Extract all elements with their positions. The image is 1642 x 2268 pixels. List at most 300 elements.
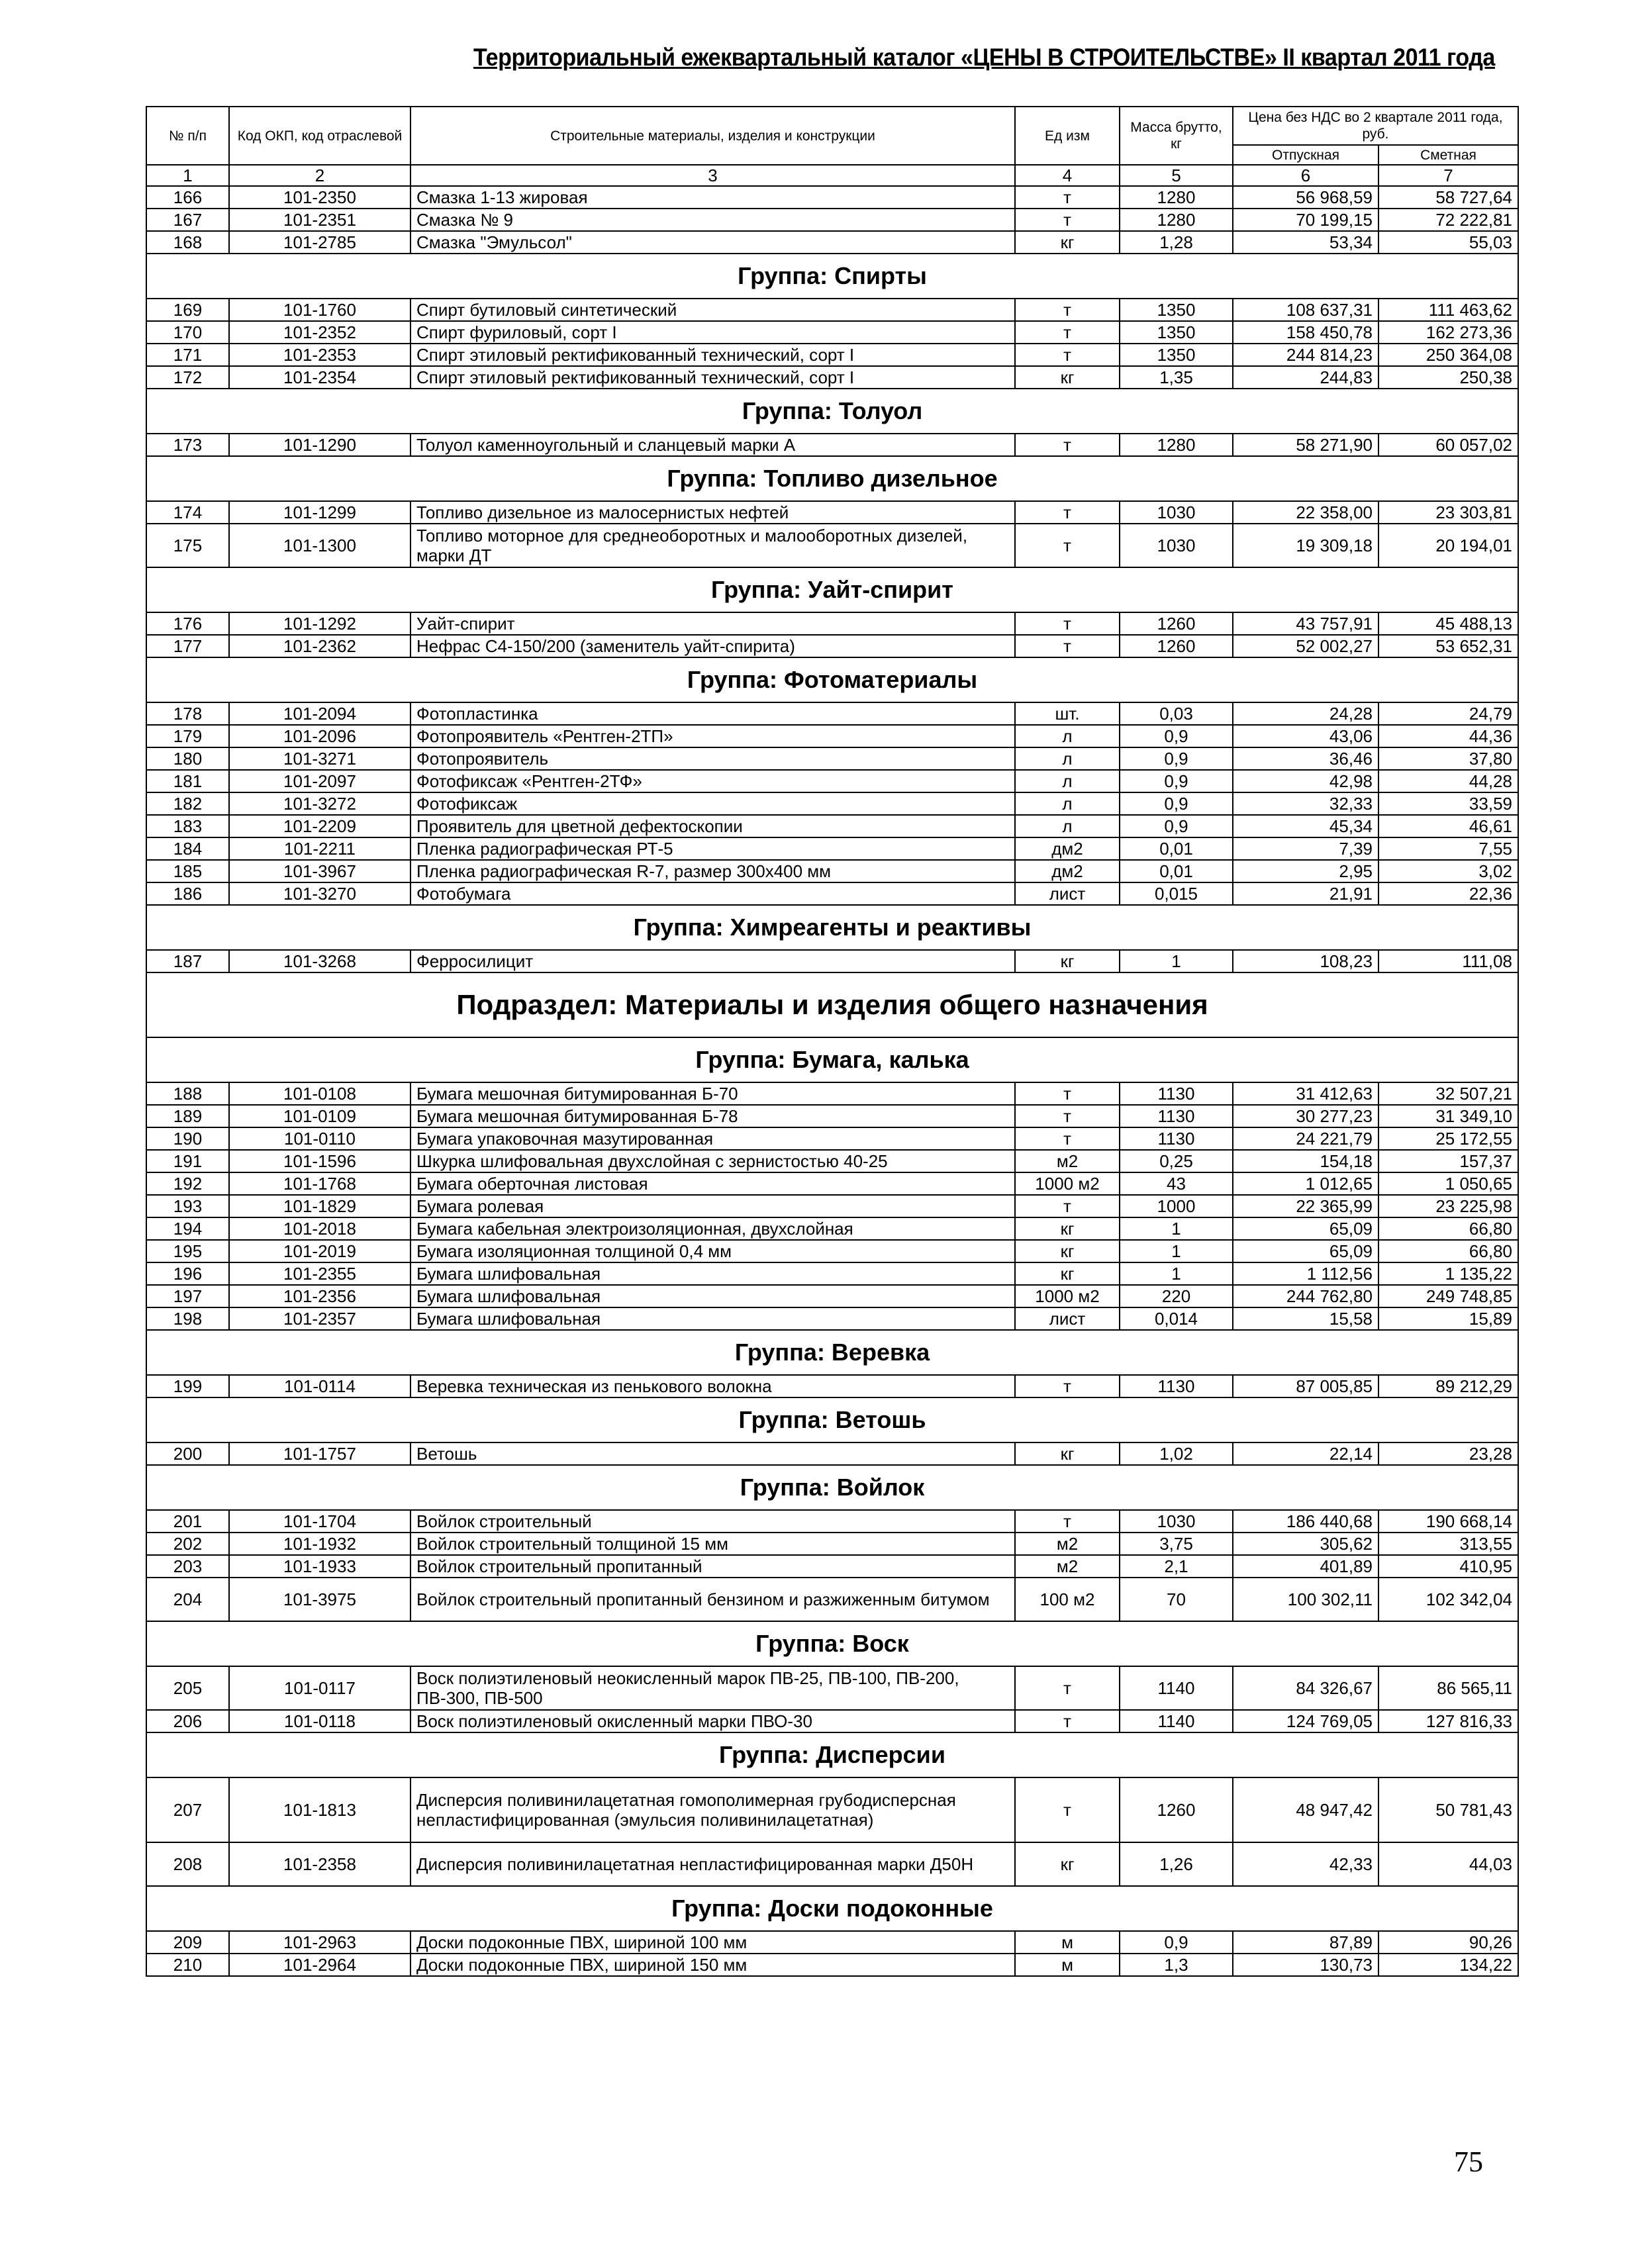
row-number: 174 <box>146 501 229 524</box>
okp-code: 101-2096 <box>229 725 410 747</box>
gross-mass: 1 <box>1120 1262 1233 1285</box>
gross-mass: 1,26 <box>1120 1842 1233 1886</box>
unit-of-measure: л <box>1015 747 1120 770</box>
okp-code: 101-2351 <box>229 209 410 231</box>
release-price: 53,34 <box>1233 231 1378 254</box>
unit-of-measure: м <box>1015 1954 1120 1976</box>
header-price-group: Цена без НДС во 2 квартале 2011 года, руб. <box>1233 107 1518 145</box>
material-name: Бумага упаковочная мазутированная <box>410 1127 1015 1150</box>
row-number: 172 <box>146 366 229 389</box>
column-number: 3 <box>410 165 1015 186</box>
material-name: Веревка техническая из пенькового волокна <box>410 1375 1015 1397</box>
gross-mass: 1280 <box>1120 186 1233 209</box>
row-number: 192 <box>146 1172 229 1195</box>
material-name: Ферросилицит <box>410 950 1015 972</box>
estimate-price: 102 342,04 <box>1378 1578 1518 1621</box>
release-price: 22 365,99 <box>1233 1195 1378 1217</box>
column-number: 7 <box>1378 165 1518 186</box>
estimate-price: 1 135,22 <box>1378 1262 1518 1285</box>
group-title: Группа: Спирты <box>146 254 1518 299</box>
okp-code: 101-2358 <box>229 1842 410 1886</box>
okp-code: 101-0109 <box>229 1105 410 1127</box>
gross-mass: 70 <box>1120 1578 1233 1621</box>
release-price: 42,98 <box>1233 770 1378 792</box>
okp-code: 101-2357 <box>229 1307 410 1330</box>
unit-of-measure: т <box>1015 1666 1120 1710</box>
gross-mass: 43 <box>1120 1172 1233 1195</box>
table-row <box>146 209 1518 231</box>
unit-of-measure: лист <box>1015 882 1120 905</box>
okp-code: 101-1813 <box>229 1777 410 1842</box>
row-number: 201 <box>146 1510 229 1533</box>
unit-of-measure: кг <box>1015 231 1120 254</box>
row-number: 205 <box>146 1666 229 1710</box>
release-price: 45,34 <box>1233 815 1378 837</box>
unit-of-measure: 1000 м2 <box>1015 1172 1120 1195</box>
gross-mass: 0,01 <box>1120 837 1233 860</box>
material-name: Бумага мешочная битумированная Б-70 <box>410 1082 1015 1105</box>
row-number: 173 <box>146 434 229 456</box>
unit-of-measure: т <box>1015 1082 1120 1105</box>
release-price: 70 199,15 <box>1233 209 1378 231</box>
material-name: Войлок строительный пропитанный бензином и разжиженным битумом <box>410 1578 1015 1621</box>
release-price: 43,06 <box>1233 725 1378 747</box>
gross-mass: 1350 <box>1120 299 1233 321</box>
group-title: Группа: Дисперсии <box>146 1732 1518 1777</box>
row-number: 179 <box>146 725 229 747</box>
estimate-price: 25 172,55 <box>1378 1127 1518 1150</box>
row-number: 167 <box>146 209 229 231</box>
header-name: Строительные материалы, изделия и конструкции <box>410 107 1015 165</box>
row-number: 177 <box>146 635 229 657</box>
release-price: 100 302,11 <box>1233 1578 1378 1621</box>
row-number: 186 <box>146 882 229 905</box>
material-name: Войлок строительный пропитанный <box>410 1555 1015 1578</box>
release-price: 43 757,91 <box>1233 612 1378 635</box>
release-price: 56 968,59 <box>1233 186 1378 209</box>
row-number: 168 <box>146 231 229 254</box>
table-row <box>146 1533 1518 1555</box>
gross-mass: 0,9 <box>1120 792 1233 815</box>
gross-mass: 0,9 <box>1120 815 1233 837</box>
estimate-price: 90,26 <box>1378 1931 1518 1954</box>
okp-code: 101-1933 <box>229 1555 410 1578</box>
row-number: 181 <box>146 770 229 792</box>
gross-mass: 0,01 <box>1120 860 1233 882</box>
okp-code: 101-1596 <box>229 1150 410 1172</box>
column-number: 2 <box>229 165 410 186</box>
release-price: 158 450,78 <box>1233 321 1378 344</box>
release-price: 24,28 <box>1233 702 1378 725</box>
gross-mass: 0,9 <box>1120 770 1233 792</box>
group-title: Группа: Топливо дизельное <box>146 456 1518 501</box>
unit-of-measure: т <box>1015 1510 1120 1533</box>
release-price: 24 221,79 <box>1233 1127 1378 1150</box>
release-price: 186 440,68 <box>1233 1510 1378 1533</box>
unit-of-measure: л <box>1015 725 1120 747</box>
okp-code: 101-2354 <box>229 366 410 389</box>
gross-mass: 0,9 <box>1120 747 1233 770</box>
okp-code: 101-3268 <box>229 950 410 972</box>
catalog-body <box>146 186 1518 1976</box>
release-price: 36,46 <box>1233 747 1378 770</box>
okp-code: 101-1704 <box>229 1510 410 1533</box>
table-row <box>146 1578 1518 1621</box>
estimate-price: 249 748,85 <box>1378 1285 1518 1307</box>
estimate-price: 250 364,08 <box>1378 344 1518 366</box>
row-number: 207 <box>146 1777 229 1842</box>
okp-code: 101-3271 <box>229 747 410 770</box>
okp-code: 101-2097 <box>229 770 410 792</box>
unit-of-measure: кг <box>1015 1842 1120 1886</box>
group-title: Группа: Химреагенты и реактивы <box>146 905 1518 950</box>
material-name: Ветошь <box>410 1442 1015 1465</box>
group-title: Группа: Уайт-спирит <box>146 567 1518 612</box>
release-price: 124 769,05 <box>1233 1710 1378 1732</box>
estimate-price: 157,37 <box>1378 1150 1518 1172</box>
material-name: Смазка "Эмульсол" <box>410 231 1015 254</box>
okp-code: 101-2353 <box>229 344 410 366</box>
material-name: Фотопластинка <box>410 702 1015 725</box>
unit-of-measure: т <box>1015 1710 1120 1732</box>
section-header-row <box>146 972 1518 1037</box>
estimate-price: 7,55 <box>1378 837 1518 860</box>
table-row <box>146 1442 1518 1465</box>
group-title: Группа: Ветошь <box>146 1397 1518 1442</box>
unit-of-measure: м <box>1015 1931 1120 1954</box>
group-header-row <box>146 1886 1518 1931</box>
table-row <box>146 366 1518 389</box>
estimate-price: 127 816,33 <box>1378 1710 1518 1732</box>
unit-of-measure: т <box>1015 612 1120 635</box>
gross-mass: 1 <box>1120 1217 1233 1240</box>
gross-mass: 0,9 <box>1120 1931 1233 1954</box>
gross-mass: 1 <box>1120 1240 1233 1262</box>
row-number: 200 <box>146 1442 229 1465</box>
table-row <box>146 1127 1518 1150</box>
release-price: 15,58 <box>1233 1307 1378 1330</box>
estimate-price: 32 507,21 <box>1378 1082 1518 1105</box>
estimate-price: 111 463,62 <box>1378 299 1518 321</box>
gross-mass: 2,1 <box>1120 1555 1233 1578</box>
material-name: Бумага изоляционная толщиной 0,4 мм <box>410 1240 1015 1262</box>
gross-mass: 1140 <box>1120 1710 1233 1732</box>
unit-of-measure: т <box>1015 434 1120 456</box>
estimate-price: 134,22 <box>1378 1954 1518 1976</box>
unit-of-measure: т <box>1015 344 1120 366</box>
unit-of-measure: т <box>1015 321 1120 344</box>
release-price: 244 762,80 <box>1233 1285 1378 1307</box>
table-row <box>146 1555 1518 1578</box>
row-number: 175 <box>146 524 229 567</box>
release-price: 65,09 <box>1233 1240 1378 1262</box>
group-title: Группа: Воск <box>146 1621 1518 1666</box>
material-name: Нефрас С4-150/200 (заменитель уайт-спирита) <box>410 635 1015 657</box>
group-header-row <box>146 456 1518 501</box>
estimate-price: 20 194,01 <box>1378 524 1518 567</box>
unit-of-measure: т <box>1015 186 1120 209</box>
unit-of-measure: т <box>1015 501 1120 524</box>
table-row <box>146 792 1518 815</box>
release-price: 22,14 <box>1233 1442 1378 1465</box>
table-row <box>146 1195 1518 1217</box>
row-number: 183 <box>146 815 229 837</box>
group-header-row <box>146 905 1518 950</box>
gross-mass: 1,02 <box>1120 1442 1233 1465</box>
estimate-price: 313,55 <box>1378 1533 1518 1555</box>
header-mass: Масса брутто, кг <box>1120 107 1233 165</box>
okp-code: 101-0118 <box>229 1710 410 1732</box>
release-price: 1 012,65 <box>1233 1172 1378 1195</box>
column-number: 4 <box>1015 165 1120 186</box>
release-price: 87,89 <box>1233 1931 1378 1954</box>
unit-of-measure: кг <box>1015 1262 1120 1285</box>
okp-code: 101-1932 <box>229 1533 410 1555</box>
column-number: 6 <box>1233 165 1378 186</box>
unit-of-measure: м2 <box>1015 1533 1120 1555</box>
okp-code: 101-1768 <box>229 1172 410 1195</box>
row-number: 180 <box>146 747 229 770</box>
release-price: 30 277,23 <box>1233 1105 1378 1127</box>
table-row <box>146 725 1518 747</box>
gross-mass: 1030 <box>1120 524 1233 567</box>
unit-of-measure: т <box>1015 1105 1120 1127</box>
unit-of-measure: л <box>1015 815 1120 837</box>
estimate-price: 3,02 <box>1378 860 1518 882</box>
table-row <box>146 524 1518 567</box>
group-title: Группа: Доски подоконные <box>146 1886 1518 1931</box>
material-name: Шкурка шлифовальная двухслойная с зернистостью 40-25 <box>410 1150 1015 1172</box>
table-row <box>146 1150 1518 1172</box>
table-row <box>146 231 1518 254</box>
unit-of-measure: 1000 м2 <box>1015 1285 1120 1307</box>
release-price: 108 637,31 <box>1233 299 1378 321</box>
okp-code: 101-2964 <box>229 1954 410 1976</box>
gross-mass: 220 <box>1120 1285 1233 1307</box>
gross-mass: 1000 <box>1120 1195 1233 1217</box>
unit-of-measure: кг <box>1015 366 1120 389</box>
group-header-row <box>146 1732 1518 1777</box>
material-name: Войлок строительный толщиной 15 мм <box>410 1533 1015 1555</box>
group-title: Группа: Бумага, калька <box>146 1037 1518 1082</box>
table-row <box>146 1217 1518 1240</box>
row-number: 199 <box>146 1375 229 1397</box>
row-number: 171 <box>146 344 229 366</box>
table-row <box>146 1666 1518 1710</box>
group-header-row <box>146 1037 1518 1082</box>
row-number: 176 <box>146 612 229 635</box>
estimate-price: 55,03 <box>1378 231 1518 254</box>
okp-code: 101-1760 <box>229 299 410 321</box>
unit-of-measure: кг <box>1015 1442 1120 1465</box>
gross-mass: 1130 <box>1120 1375 1233 1397</box>
column-number: 1 <box>146 165 229 186</box>
row-number: 191 <box>146 1150 229 1172</box>
material-name: Бумага шлифовальная <box>410 1285 1015 1307</box>
table-row <box>146 186 1518 209</box>
table-row <box>146 1285 1518 1307</box>
material-name: Доски подоконные ПВХ, шириной 150 мм <box>410 1954 1015 1976</box>
okp-code: 101-2785 <box>229 231 410 254</box>
table-row <box>146 1172 1518 1195</box>
material-name: Бумага шлифовальная <box>410 1262 1015 1285</box>
estimate-price: 53 652,31 <box>1378 635 1518 657</box>
row-number: 182 <box>146 792 229 815</box>
gross-mass: 1130 <box>1120 1127 1233 1150</box>
row-number: 188 <box>146 1082 229 1105</box>
gross-mass: 1130 <box>1120 1105 1233 1127</box>
gross-mass: 1280 <box>1120 434 1233 456</box>
okp-code: 101-2362 <box>229 635 410 657</box>
release-price: 87 005,85 <box>1233 1375 1378 1397</box>
estimate-price: 23 303,81 <box>1378 501 1518 524</box>
row-number: 170 <box>146 321 229 344</box>
material-name: Топливо моторное для среднеоборотных и малооборотных дизелей, марки ДТ <box>410 524 1015 567</box>
release-price: 7,39 <box>1233 837 1378 860</box>
row-number: 198 <box>146 1307 229 1330</box>
release-price: 130,73 <box>1233 1954 1378 1976</box>
table-row <box>146 1931 1518 1954</box>
release-price: 65,09 <box>1233 1217 1378 1240</box>
table-row <box>146 1842 1518 1886</box>
unit-of-measure: т <box>1015 299 1120 321</box>
release-price: 42,33 <box>1233 1842 1378 1886</box>
gross-mass: 1350 <box>1120 321 1233 344</box>
okp-code: 101-3975 <box>229 1578 410 1621</box>
estimate-price: 22,36 <box>1378 882 1518 905</box>
material-name: Спирт фуриловый, сорт I <box>410 321 1015 344</box>
gross-mass: 1,3 <box>1120 1954 1233 1976</box>
unit-of-measure: лист <box>1015 1307 1120 1330</box>
row-number: 210 <box>146 1954 229 1976</box>
unit-of-measure: л <box>1015 770 1120 792</box>
header-price-estimate: Сметная <box>1378 145 1518 165</box>
unit-of-measure: т <box>1015 524 1120 567</box>
material-name: Фотопроявитель <box>410 747 1015 770</box>
row-number: 203 <box>146 1555 229 1578</box>
table-row <box>146 612 1518 635</box>
release-price: 22 358,00 <box>1233 501 1378 524</box>
release-price: 32,33 <box>1233 792 1378 815</box>
gross-mass: 1260 <box>1120 1777 1233 1842</box>
unit-of-measure: л <box>1015 792 1120 815</box>
release-price: 19 309,18 <box>1233 524 1378 567</box>
table-row <box>146 882 1518 905</box>
material-name: Воск полиэтиленовый окисленный марки ПВО-30 <box>410 1710 1015 1732</box>
group-header-row <box>146 657 1518 702</box>
row-number: 185 <box>146 860 229 882</box>
okp-code: 101-3272 <box>229 792 410 815</box>
table-row <box>146 702 1518 725</box>
gross-mass: 1030 <box>1120 1510 1233 1533</box>
okp-code: 101-3270 <box>229 882 410 905</box>
row-number: 204 <box>146 1578 229 1621</box>
table-row <box>146 1082 1518 1105</box>
gross-mass: 1140 <box>1120 1666 1233 1710</box>
release-price: 48 947,42 <box>1233 1777 1378 1842</box>
estimate-price: 410,95 <box>1378 1555 1518 1578</box>
page-title: Территориальный ежеквартальный каталог «ЦЕНЫ В СТРОИТЕЛЬСТВЕ» II квартал 2011 года <box>473 44 1495 71</box>
release-price: 52 002,27 <box>1233 635 1378 657</box>
gross-mass: 0,9 <box>1120 725 1233 747</box>
okp-code: 101-1757 <box>229 1442 410 1465</box>
okp-code: 101-2094 <box>229 702 410 725</box>
estimate-price: 31 349,10 <box>1378 1105 1518 1127</box>
unit-of-measure: т <box>1015 1777 1120 1842</box>
unit-of-measure: дм2 <box>1015 837 1120 860</box>
row-number: 184 <box>146 837 229 860</box>
row-number: 208 <box>146 1842 229 1886</box>
okp-code: 101-0108 <box>229 1082 410 1105</box>
unit-of-measure: т <box>1015 1195 1120 1217</box>
group-header-row <box>146 254 1518 299</box>
group-header-row <box>146 389 1518 434</box>
table-row <box>146 1262 1518 1285</box>
estimate-price: 33,59 <box>1378 792 1518 815</box>
material-name: Смазка № 9 <box>410 209 1015 231</box>
page-number: 75 <box>1454 2146 1483 2178</box>
release-price: 58 271,90 <box>1233 434 1378 456</box>
material-name: Уайт-спирит <box>410 612 1015 635</box>
row-number: 196 <box>146 1262 229 1285</box>
unit-of-measure: т <box>1015 635 1120 657</box>
section-title: Подраздел: Материалы и изделия общего назначения <box>146 972 1518 1037</box>
material-name: Воск полиэтиленовый неокисленный марок ПВ-25, ПВ-100, ПВ-200, ПВ-300, ПВ-500 <box>410 1666 1015 1710</box>
release-price: 244 814,23 <box>1233 344 1378 366</box>
material-name: Смазка 1-13 жировая <box>410 186 1015 209</box>
gross-mass: 0,015 <box>1120 882 1233 905</box>
estimate-price: 111,08 <box>1378 950 1518 972</box>
estimate-price: 45 488,13 <box>1378 612 1518 635</box>
gross-mass: 0,03 <box>1120 702 1233 725</box>
material-name: Спирт бутиловый синтетический <box>410 299 1015 321</box>
table-row <box>146 747 1518 770</box>
group-header-row <box>146 1397 1518 1442</box>
release-price: 108,23 <box>1233 950 1378 972</box>
table-row <box>146 1105 1518 1127</box>
estimate-price: 162 273,36 <box>1378 321 1518 344</box>
unit-of-measure: т <box>1015 1127 1120 1150</box>
group-title: Группа: Веревка <box>146 1330 1518 1375</box>
okp-code: 101-2350 <box>229 186 410 209</box>
release-price: 244,83 <box>1233 366 1378 389</box>
material-name: Пленка радиографическая РТ-5 <box>410 837 1015 860</box>
material-name: Пленка радиографическая R-7, размер 300х400 мм <box>410 860 1015 882</box>
unit-of-measure: м2 <box>1015 1150 1120 1172</box>
table-row <box>146 1954 1518 1976</box>
unit-of-measure: т <box>1015 1375 1120 1397</box>
gross-mass: 0,014 <box>1120 1307 1233 1330</box>
release-price: 21,91 <box>1233 882 1378 905</box>
material-name: Топливо дизельное из малосернистых нефтей <box>410 501 1015 524</box>
table-row <box>146 1710 1518 1732</box>
okp-code: 101-3967 <box>229 860 410 882</box>
estimate-price: 1 050,65 <box>1378 1172 1518 1195</box>
estimate-price: 23,28 <box>1378 1442 1518 1465</box>
table-row <box>146 860 1518 882</box>
table-row <box>146 434 1518 456</box>
row-number: 195 <box>146 1240 229 1262</box>
material-name: Бумага шлифовальная <box>410 1307 1015 1330</box>
okp-code: 101-2019 <box>229 1240 410 1262</box>
row-number: 209 <box>146 1931 229 1954</box>
unit-of-measure: шт. <box>1015 702 1120 725</box>
table-row <box>146 837 1518 860</box>
estimate-price: 66,80 <box>1378 1217 1518 1240</box>
okp-code: 101-1292 <box>229 612 410 635</box>
table-row <box>146 344 1518 366</box>
estimate-price: 72 222,81 <box>1378 209 1518 231</box>
